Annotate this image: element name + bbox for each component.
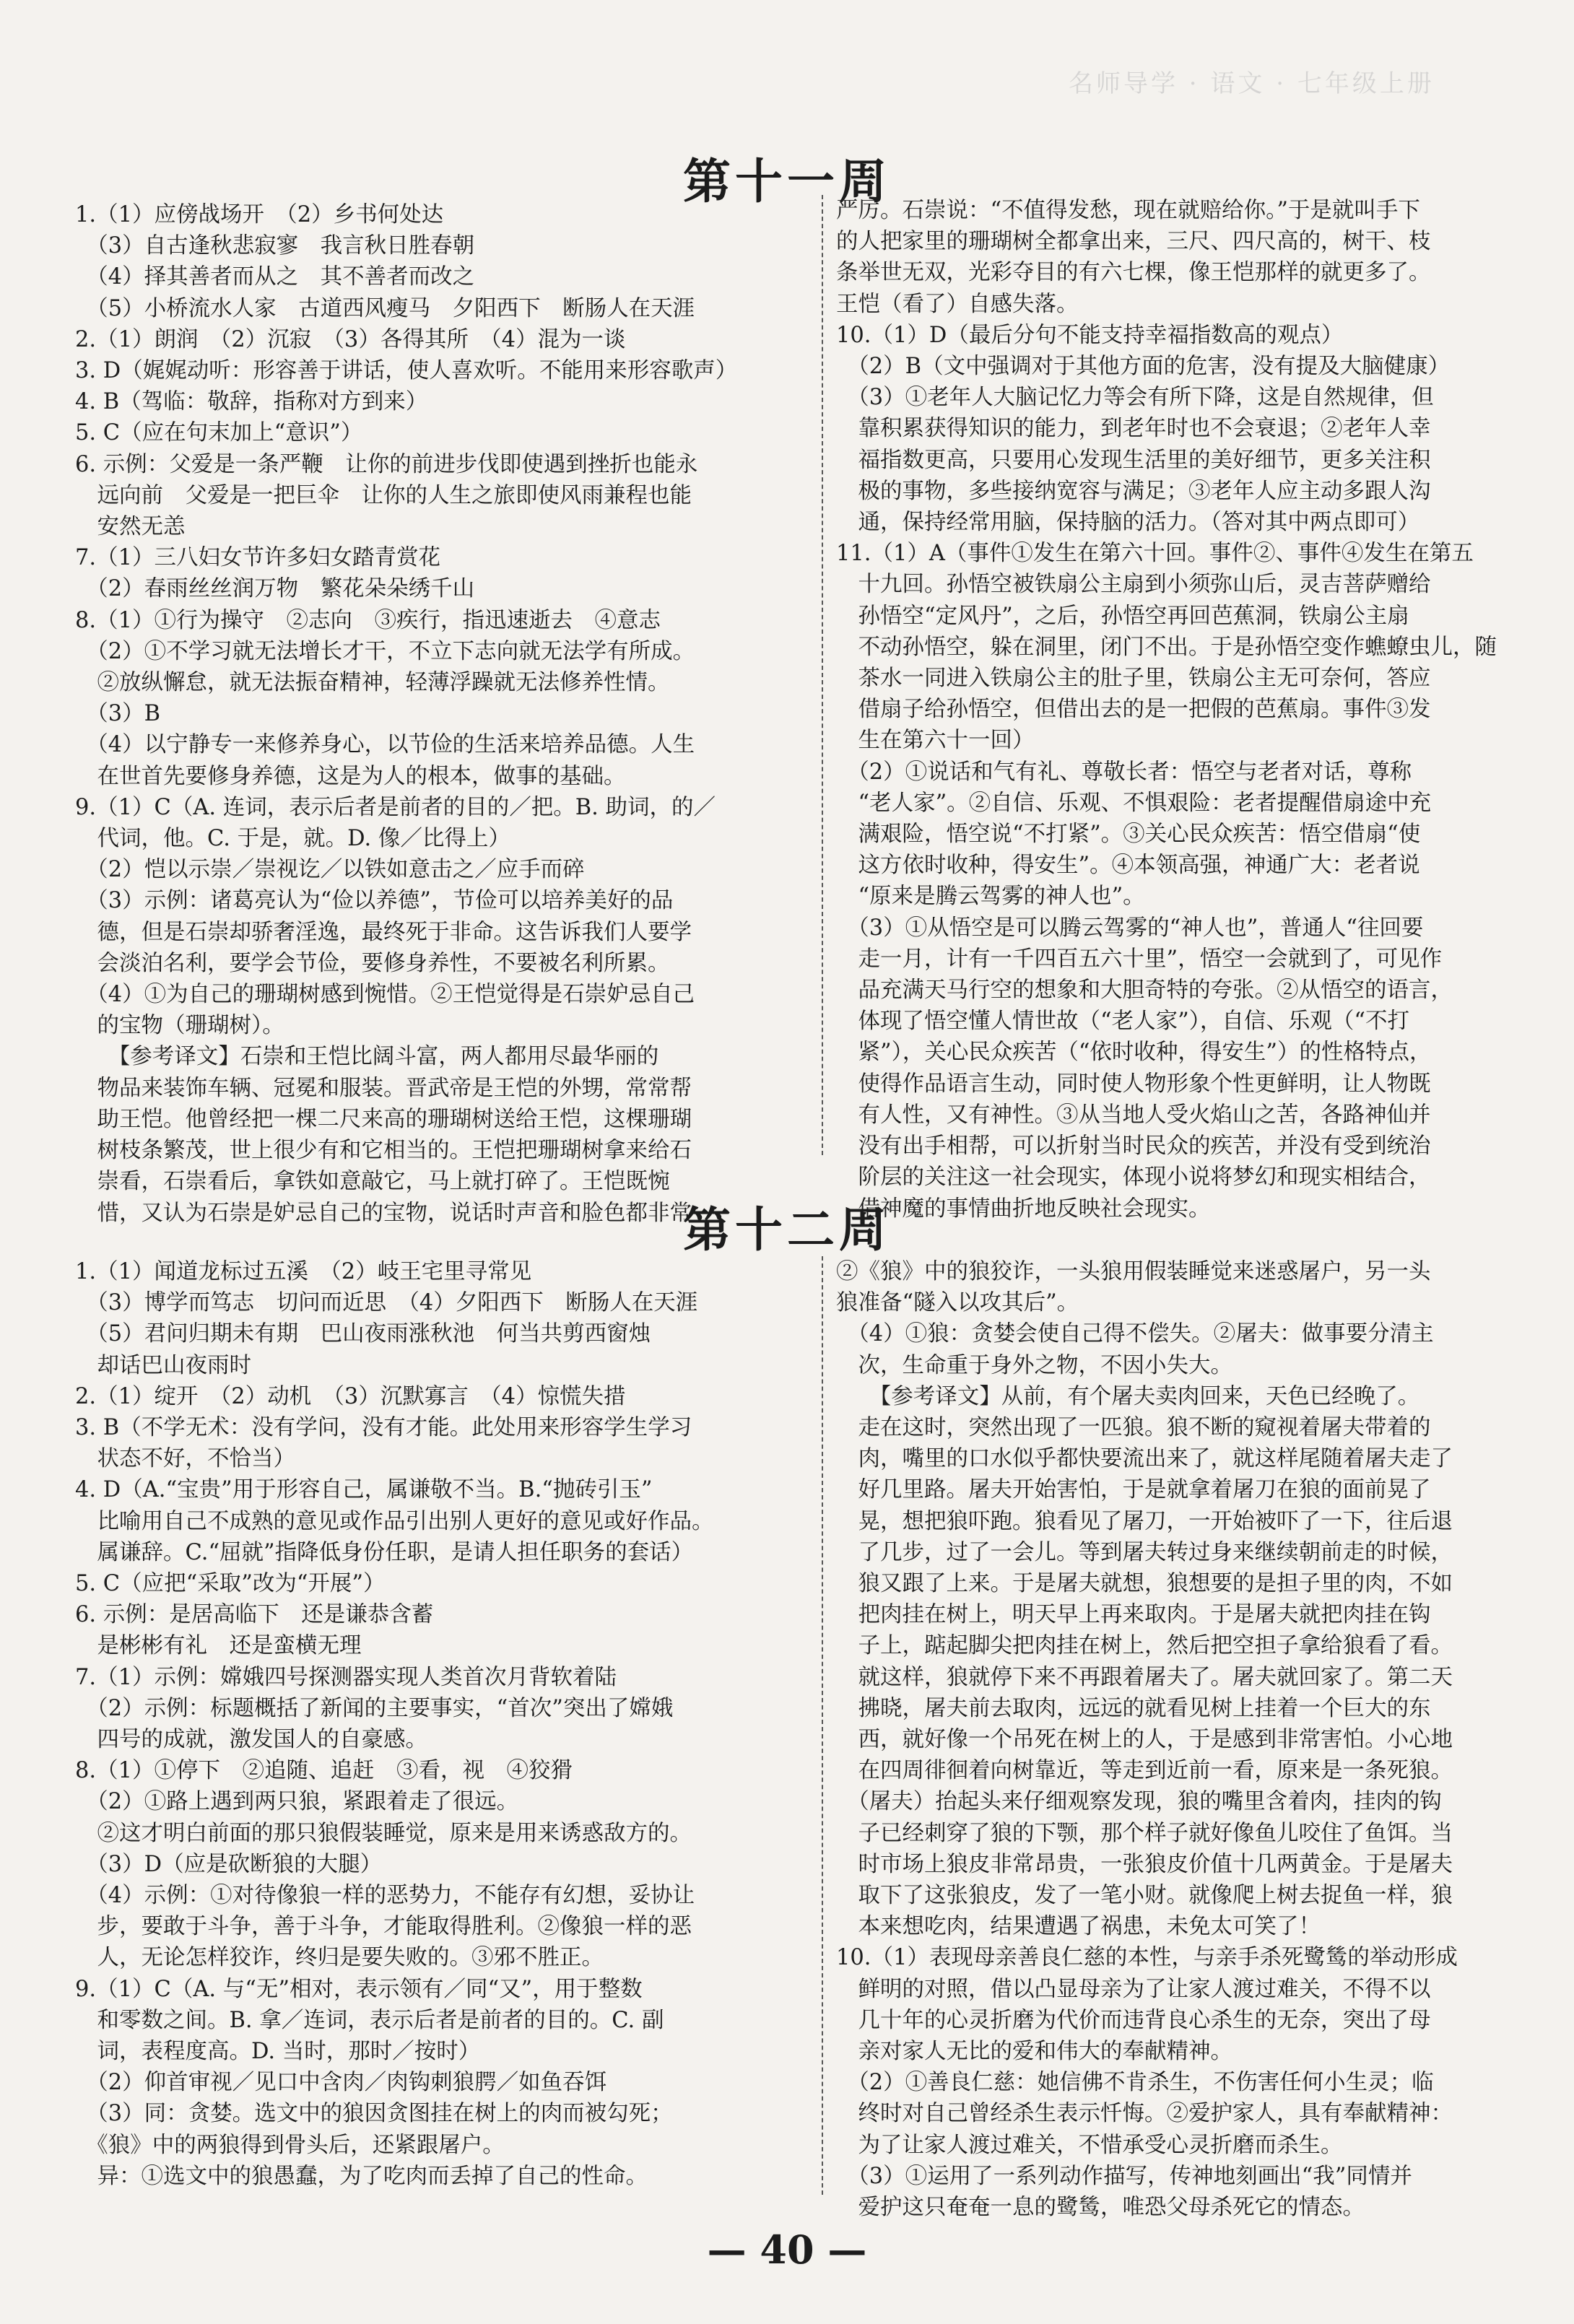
text-line: 1.（1）闻道龙标过五溪 （2）岐王宅里寻常见 <box>75 1259 532 1284</box>
text-line: 8.（1）①停下 ②追随、追赶 ③看，视 ④狡猾 <box>75 1758 573 1784</box>
text-line: 满艰险，悟空说“不打紧”。③关心民众疾苦：悟空借扇“使 <box>836 822 1421 848</box>
text-line: （3）B <box>75 701 161 727</box>
text-line: （2）①善良仁慈：她信佛不肯杀生，不伤害任何小生灵；临 <box>836 2070 1434 2096</box>
section-title-week-11: 第十一周 <box>683 153 891 209</box>
text-line: （3）自古逢秋悲寂寥 我言秋日胜春朝 <box>75 233 475 259</box>
text-line: 好几里路。屠夫开始害怕，于是就拿着屠刀在狼的面前晃了 <box>836 1477 1431 1503</box>
text-line: （2）仰首审视／见口中含肉／肉钩刺狼腭／如鱼吞饵 <box>75 2070 607 2096</box>
text-line: 这方依时收种，得安生”。④本领高强，神通广大：老者说 <box>836 853 1420 879</box>
text-line: 会淡泊名利，要学会节俭，要修身养性，不要被名利所累。 <box>75 950 670 976</box>
text-line: （4）以宁静专一来修养身心，以节俭的生活来培养品德。人生 <box>75 732 695 758</box>
text-line: 使得作品语言生动，同时使人物形象个性更鲜明，让人物既 <box>836 1071 1431 1097</box>
text-line: 取下了这张狼皮，发了一笔小财。就像爬上树去捉鱼一样，狼 <box>836 1883 1453 1909</box>
text-line: 极的事物，多些接纳宽容与满足；③老年人应主动多跟人沟 <box>836 478 1431 504</box>
text-line: 十九回。孙悟空被铁扇公主扇到小须弥山后，灵吉菩萨赠给 <box>836 572 1431 598</box>
text-line: 肉，嘴里的口水似乎都快要流出来了，就这样尾随着屠夫走了 <box>836 1446 1453 1472</box>
text-line: 走一月，计有一千四百五六十里”，悟空一会就到了，可见作 <box>836 946 1443 972</box>
text-line: 品充满天马行空的想象和大胆奇特的夸张。②从悟空的语言， <box>836 978 1453 1004</box>
text-line: 次，生命重于身外之物，不因小失大。 <box>836 1352 1232 1378</box>
text-line: 爱护这只奄奄一息的鹭鸶，唯恐父母杀死它的情态。 <box>836 2195 1365 2221</box>
text-line: 茶水一同进入铁扇公主的肚子里，铁扇公主无可奈何，答应 <box>836 666 1431 692</box>
text-line: （3）①老年人大脑记忆力等会有所下降，这是自然规律，但 <box>836 385 1434 411</box>
column-divider <box>822 1256 823 2195</box>
text-line: 狼又跟了上来。于是屠夫就想，狼想要的是担子里的肉，不如 <box>836 1571 1453 1597</box>
text-line: 为了让家人渡过难关，不惜承受心灵折磨而杀生。 <box>836 2132 1343 2158</box>
week-11-left-column <box>75 199 812 1229</box>
text-line: 词，表程度高。D. 当时，那时／按时） <box>75 2039 481 2065</box>
text-line: 把肉挂在树上，明天早上再来取肉。于是屠夫就把肉挂在钩 <box>836 1602 1431 1628</box>
column-divider <box>822 195 823 1155</box>
text-line: 比喻用自己不成熟的意见或作品引出别人更好的意见或好作品。 <box>75 1508 714 1534</box>
text-line: 助王恺。他曾经把一棵二尺来高的珊瑚树送给王恺，这棵珊瑚 <box>75 1106 692 1132</box>
text-line: （3）同：贪婪。选文中的狼因贪图挂在树上的肉而被勾死； <box>75 2101 673 2127</box>
text-line: 却话巴山夜雨时 <box>75 1352 251 1378</box>
text-line: 状态不好，不恰当） <box>75 1446 295 1472</box>
text-line: （5）君问归期未有期 巴山夜雨涨秋池 何当共剪西窗烛 <box>75 1321 651 1347</box>
text-line: 严厉。石崇说：“不值得发愁，现在就赔给你。”于是就叫手下 <box>836 198 1420 223</box>
text-line: 安然无恙 <box>75 514 186 540</box>
text-line: 阶层的关注这一社会现实，体现小说将梦幻和现实相结合， <box>836 1165 1431 1191</box>
text-line: （屠夫）抬起头来仔细观察发现，狼的嘴里含着肉，挂肉的钩 <box>836 1789 1442 1815</box>
text-line: 亲对家人无比的爱和伟大的奉献精神。 <box>836 2039 1232 2065</box>
text-line: 生在第六十一回） <box>836 728 1035 754</box>
text-line: 的宝物（珊瑚树）。 <box>75 1013 284 1039</box>
text-line: 3. D（娓娓动听：形容善于讲话，使人喜欢听。不能用来形容歌声） <box>75 358 738 384</box>
text-line: （2）B（文中强调对于其他方面的危害，没有提及大脑健康） <box>836 354 1451 380</box>
week-11-right-column <box>836 195 1558 1224</box>
text-line: 子上，踮起脚尖把肉挂在树上，然后把空担子拿给狼看了看。 <box>836 1633 1453 1659</box>
text-line: （2）①路上遇到两只狼，紧跟着走了很远。 <box>75 1789 519 1815</box>
text-line: 本来想吃肉，结果遭遇了祸患，未免太可笑了！ <box>836 1914 1321 1940</box>
text-line: 紧”），关心民众疾苦（“依时收种，得安生”）的性格特点， <box>836 1040 1432 1066</box>
text-line: 步，要敢于斗争，善于斗争，才能取得胜利。②像狼一样的恶 <box>75 1914 692 1940</box>
text-line: 10.（1）表现母亲善良仁慈的本性，与亲手杀死鹭鸶的举动形成 <box>836 1945 1458 1971</box>
text-line: ②放纵懈怠，就无法振奋精神，轻薄浮躁就无法修养性情。 <box>75 670 670 696</box>
text-line: 条举世无双，光彩夺目的有六七棵，像王恺那样的就更多了。 <box>836 260 1431 286</box>
text-line: 狼准备“隧入以攻其后”。 <box>836 1290 1079 1316</box>
text-line: ②这才明白前面的那只狼假装睡觉，原来是用来诱惑敌方的。 <box>75 1820 692 1846</box>
header-watermark: 名师导学 · 语文 · 七年级上册 <box>1069 69 1435 98</box>
page-number: — 40 — <box>707 2227 867 2273</box>
text-line: 9.（1）C（A. 与“无”相对，表示领有／同“又”，用于整数 <box>75 1976 643 2002</box>
text-line: 通，保持经常用脑，保持脑的活力。（答对其中两点即可） <box>836 510 1420 536</box>
text-line: 崇看，石崇看后，拿铁如意敲它，马上就打碎了。王恺既惋 <box>75 1169 670 1195</box>
text-line: 孙悟空“定风丹”，之后，孙悟空再回芭蕉洞，铁扇公主扇 <box>836 603 1409 629</box>
text-line: （3）①运用了一系列动作描写，传神地刻画出“我”同情并 <box>836 2163 1412 2189</box>
text-line: “原来是腾云驾雾的神人也”。 <box>836 884 1145 910</box>
text-line: （2）示例：标题概括了新闻的主要事实，“首次”突出了嫦娥 <box>75 1695 674 1721</box>
text-line: 有人性，又有神性。③从当地人受火焰山之苦，各路神仙并 <box>836 1102 1431 1128</box>
text-line: （4）①为自己的珊瑚树感到惋惜。②王恺觉得是石崇妒忌自己 <box>75 982 695 1008</box>
text-line: （3）博学而笃志 切问而近思 （4）夕阳西下 断肠人在天涯 <box>75 1290 698 1316</box>
text-line: 5. C（应把“采取”改为“开展”） <box>75 1571 386 1597</box>
text-line: （4）示例：①对待像狼一样的恶势力，不能存有幻想，妥协让 <box>75 1883 695 1909</box>
text-line: （4）择其善者而从之 其不善者而改之 <box>75 264 475 290</box>
text-line: （2）恺以示崇／崇视讫／以铁如意击之／应手而碎 <box>75 857 585 883</box>
text-line: 拂晓，屠夫前去取肉，远远的就看见树上挂着一个巨大的东 <box>836 1695 1431 1721</box>
text-line: 鲜明的对照，借以凸显母亲为了让家人渡过难关，不得不以 <box>836 1976 1431 2002</box>
week-12-right-column <box>836 1256 1558 2223</box>
text-line: 7.（1）三八妇女节许多妇女踏青赏花 <box>75 545 441 571</box>
week-12-left-column <box>75 1256 812 2192</box>
text-line: 子已经刺穿了狼的下颚，那个样子就好像鱼儿咬住了鱼饵。当 <box>836 1820 1453 1846</box>
text-line: 不动孙悟空，躲在洞里，闭门不出。于是孙悟空变作蟭蟟虫儿，随 <box>836 634 1497 660</box>
text-line: 树枝条繁茂，世上很少有和它相当的。王恺把珊瑚树拿来给石 <box>75 1138 692 1164</box>
text-line: （2）春雨丝丝润万物 繁花朵朵绣千山 <box>75 576 475 602</box>
text-line: （2）①说话和气有礼、尊敬长者：悟空与老者对话，尊称 <box>836 759 1412 785</box>
text-line: 的人把家里的珊瑚树全都拿出来，三尺、四尺高的，树干、枝 <box>836 229 1431 255</box>
text-line: （3）D（应是砍断狼的大腿） <box>75 1851 383 1877</box>
text-line: 2.（1）朗润 （2）沉寂 （3）各得其所 （4）混为一谈 <box>75 326 626 352</box>
text-line: 就这样，狼就停下来不再跟着屠夫了。屠夫就回家了。第二天 <box>836 1664 1453 1690</box>
text-line: 1.（1）应傍战场开 （2）乡书何处达 <box>75 202 444 227</box>
text-line: 6. 示例：父爱是一条严鞭 让你的前进步伐即使遇到挫折也能永 <box>75 451 698 477</box>
text-line: 远向前 父爱是一把巨伞 让你的人生之旅即使风雨兼程也能 <box>75 482 692 508</box>
text-line: 在四周徘徊着向树靠近，等走到近前一看，原来是一条死狼。 <box>836 1758 1453 1784</box>
text-line: 借扇子给孙悟空，但借出去的是一把假的芭蕉扇。事件③发 <box>836 697 1431 723</box>
text-line: 是彬彬有礼 还是蛮横无理 <box>75 1633 362 1659</box>
text-line: 4. B（驾临：敬辞，指称对方到来） <box>75 389 428 415</box>
text-line: 9.（1）C（A. 连词，表示后者是前者的目的／把。B. 助词，的／ <box>75 794 716 820</box>
text-line: 借神魔的事情曲折地反映社会现实。 <box>836 1196 1211 1222</box>
text-line: 人，无论怎样狡诈，终归是要失败的。③邪不胜正。 <box>75 1945 604 1971</box>
text-line: 四号的成就，激发国人的自豪感。 <box>75 1727 427 1753</box>
text-line: 7.（1）示例：嫦娥四号探测器实现人类首次月背软着陆 <box>75 1664 617 1690</box>
text-line: 了几步，过了一会儿。等到屠夫转过身来继续朝前走的时候， <box>836 1539 1453 1565</box>
text-line: 6. 示例：是居高临下 还是谦恭含蓄 <box>75 1602 434 1628</box>
text-line: 物品来装饰车辆、冠冕和服装。晋武帝是王恺的外甥，常常帮 <box>75 1075 692 1101</box>
text-line: （4）①狼：贪婪会使自己得不偿失。②屠夫：做事要分清主 <box>836 1321 1434 1347</box>
text-line: 王恺（看了）自感失落。 <box>836 291 1079 317</box>
text-line: （3）示例：诸葛亮认为“俭以养德”，节俭可以培养美好的品 <box>75 888 674 914</box>
text-line: ②《狼》中的狼狡诈，一头狼用假装睡觉来迷惑屠户，另一头 <box>836 1259 1431 1284</box>
text-line: 8.（1）①行为操守 ②志向 ③疾行，指迅速逝去 ④意志 <box>75 607 661 633</box>
text-line: 10.（1）D（最后分句不能支持幸福指数高的观点） <box>836 322 1344 348</box>
text-line: （2）①不学习就无法增长才干，不立下志向就无法学有所成。 <box>75 638 695 664</box>
text-line: 《狼》中的两狼得到骨头后，还紧跟屠户。 <box>75 2132 505 2158</box>
text-line: 晃，想把狼吓跑。狼看见了屠刀，一开始被吓了一下，往后退 <box>836 1508 1453 1534</box>
text-line: 5. C（应在句末加上“意识”） <box>75 420 363 446</box>
text-line: 在世首先要修身养德，这是为人的根本，做事的基础。 <box>75 763 626 789</box>
text-line: 【参考译文】从前，有个屠夫卖肉回来，天色已经晚了。 <box>836 1383 1420 1409</box>
text-line: “老人家”。②自信、乐观、不惧艰险：老者提醒借扇途中充 <box>836 790 1432 816</box>
text-line: 靠积累获得知识的能力，到老年时也不会衰退；②老年人幸 <box>836 416 1431 442</box>
text-line: 3. B（不学无术：没有学问，没有才能。此处用来形容学生学习 <box>75 1415 692 1441</box>
text-line: （3）①从悟空是可以腾云驾雾的“神人也”，普通人“往回要 <box>836 915 1424 941</box>
text-line: 没有出手相帮，可以折射当时民众的疾苦，并没有受到统治 <box>836 1133 1431 1159</box>
text-line: 属谦辞。C.“屈就”指降低身份任职，是请人担任职务的套话） <box>75 1539 694 1565</box>
text-line: 德，但是石崇却骄奢淫逸，最终死于非命。这告诉我们人要学 <box>75 919 692 945</box>
text-line: 异：①选文中的狼愚蠢，为了吃肉而丢掉了自己的性命。 <box>75 2163 648 2189</box>
text-line: 西，就好像一个吊死在树上的人，于是感到非常害怕。小心地 <box>836 1727 1453 1753</box>
text-line: 走在这时，突然出现了一匹狼。狼不断的窥视着屠夫带着的 <box>836 1415 1431 1441</box>
text-line: 终时对自己曾经杀生表示忏悔。②爱护家人，具有奉献精神： <box>836 2101 1453 2127</box>
text-line: （5）小桥流水人家 古道西风瘦马 夕阳西下 断肠人在天涯 <box>75 295 695 321</box>
text-line: 福指数更高，只要用心发现生活里的美好细节，更多关注积 <box>836 447 1431 473</box>
text-line: 惜，又认为石崇是妒忌自己的宝物，说话时声音和脸色都非常 <box>75 1200 692 1226</box>
text-line: 时市场上狼皮非常昂贵，一张狼皮价值十几两黄金。于是屠夫 <box>836 1851 1453 1877</box>
text-line: 4. D（A.“宝贵”用于形容自己，属谦敬不当。B.“抛砖引玉” <box>75 1477 653 1503</box>
text-line: 几十年的心灵折磨为代价而违背良心杀生的无奈，突出了母 <box>836 2007 1431 2033</box>
text-line: 11.（1）A（事件①发生在第六十回。事件②、事件④发生在第五 <box>836 541 1474 567</box>
text-line: 代词，他。C. 于是，就。D. 像／比得上） <box>75 826 510 852</box>
text-line: 和零数之间。B. 拿／连词，表示后者是前者的目的。C. 副 <box>75 2007 664 2033</box>
text-line: 【参考译文】石崇和王恺比阔斗富，两人都用尽最华丽的 <box>75 1044 659 1070</box>
text-line: 2.（1）绽开 （2）动机 （3）沉默寡言 （4）惊慌失措 <box>75 1383 626 1409</box>
section-title-week-12: 第十二周 <box>683 1201 891 1258</box>
text-line: 体现了悟空懂人情世故（“老人家”），自信、乐观（“不打 <box>836 1009 1410 1035</box>
